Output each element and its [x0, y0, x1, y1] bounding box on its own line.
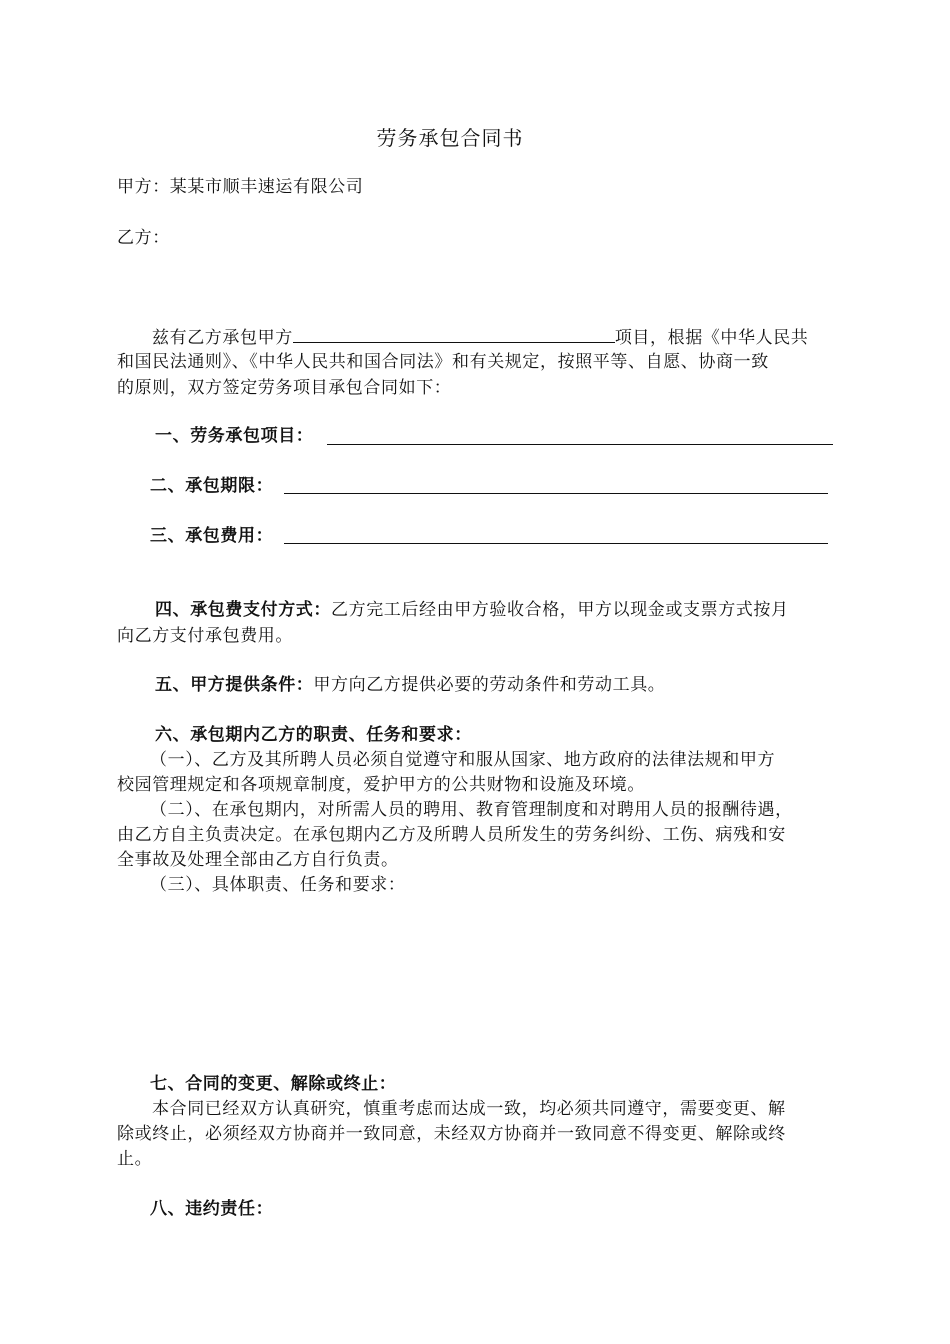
section-4-line-2: 向乙方支付承包费用。	[117, 626, 293, 646]
section-3-heading: 三、承包费用：	[150, 526, 274, 546]
section-4-heading: 四、承包费支付方式：	[155, 600, 331, 620]
document-title: 劳务承包合同书	[376, 126, 524, 150]
intro-line-1	[152, 324, 808, 350]
section-7-line-1: 本合同已经双方认真研究，慎重考虑而达成一致，均必须共同遵守，需要变更、解	[152, 1099, 786, 1119]
section-6-item-2-line-3: 全事故及处理全部由乙方自行负责。	[117, 850, 399, 870]
section-6-item-1-line-2: 校园管理规定和各项规章制度，爱护甲方的公共财物和设施及环境。	[117, 775, 645, 795]
section-6-item-2-line-2: 由乙方自主负责决定。在承包期内乙方及所聘人员所发生的劳务纠纷、工伤、病残和安	[117, 825, 786, 845]
section-6-item-3: （三）、具体职责、任务和要求：	[150, 875, 406, 895]
section-5-heading: 五、甲方提供条件：	[155, 675, 314, 695]
party-b-line: 乙方：	[117, 228, 170, 248]
section-7-line-2: 除或终止，必须经双方协商并一致同意，未经双方协商并一致同意不得变更、解除或终	[117, 1124, 786, 1144]
intro-suffix: 项目，根据《中华人民共	[614, 328, 809, 348]
section-1-fill-line	[327, 444, 833, 445]
party-a-line: 甲方：某某市顺丰速运有限公司	[117, 177, 364, 197]
section-6-item-2-line-1: （二）、在承包期内，对所需人员的聘用、教育管理制度和对聘用人员的报酬待遇，	[150, 800, 793, 820]
section-3-fill-line	[284, 543, 828, 544]
intro-line-3: 的原则，双方签定劳务项目承包合同如下：	[117, 378, 452, 398]
project-name-blank	[293, 324, 615, 343]
section-6-heading: 六、承包期内乙方的职责、任务和要求：	[155, 725, 472, 745]
section-7-line-3: 止。	[117, 1149, 153, 1169]
section-8-heading: 八、违约责任：	[150, 1199, 274, 1219]
section-5-line	[155, 673, 665, 697]
section-4-line-1	[155, 598, 789, 622]
intro-line-2: 和国民法通则》、《中华人民共和国合同法》和有关规定，按照平等、自愿、协商一致	[117, 352, 769, 372]
section-4-text-1: 乙方完工后经由甲方验收合格，甲方以现金或支票方式按月	[331, 600, 789, 620]
section-2-heading: 二、承包期限：	[150, 476, 274, 496]
section-6-item-1-line-1: （一）、乙方及其所聘人员必须自觉遵守和服从国家、地方政府的法律法规和甲方	[150, 750, 776, 770]
section-1-heading: 一、劳务承包项目：	[155, 426, 314, 446]
intro-prefix: 兹有乙方承包甲方	[152, 328, 293, 348]
section-5-text: 甲方向乙方提供必要的劳动条件和劳动工具。	[313, 675, 666, 695]
section-7-heading: 七、合同的变更、解除或终止：	[150, 1074, 397, 1094]
section-2-fill-line	[284, 493, 828, 494]
